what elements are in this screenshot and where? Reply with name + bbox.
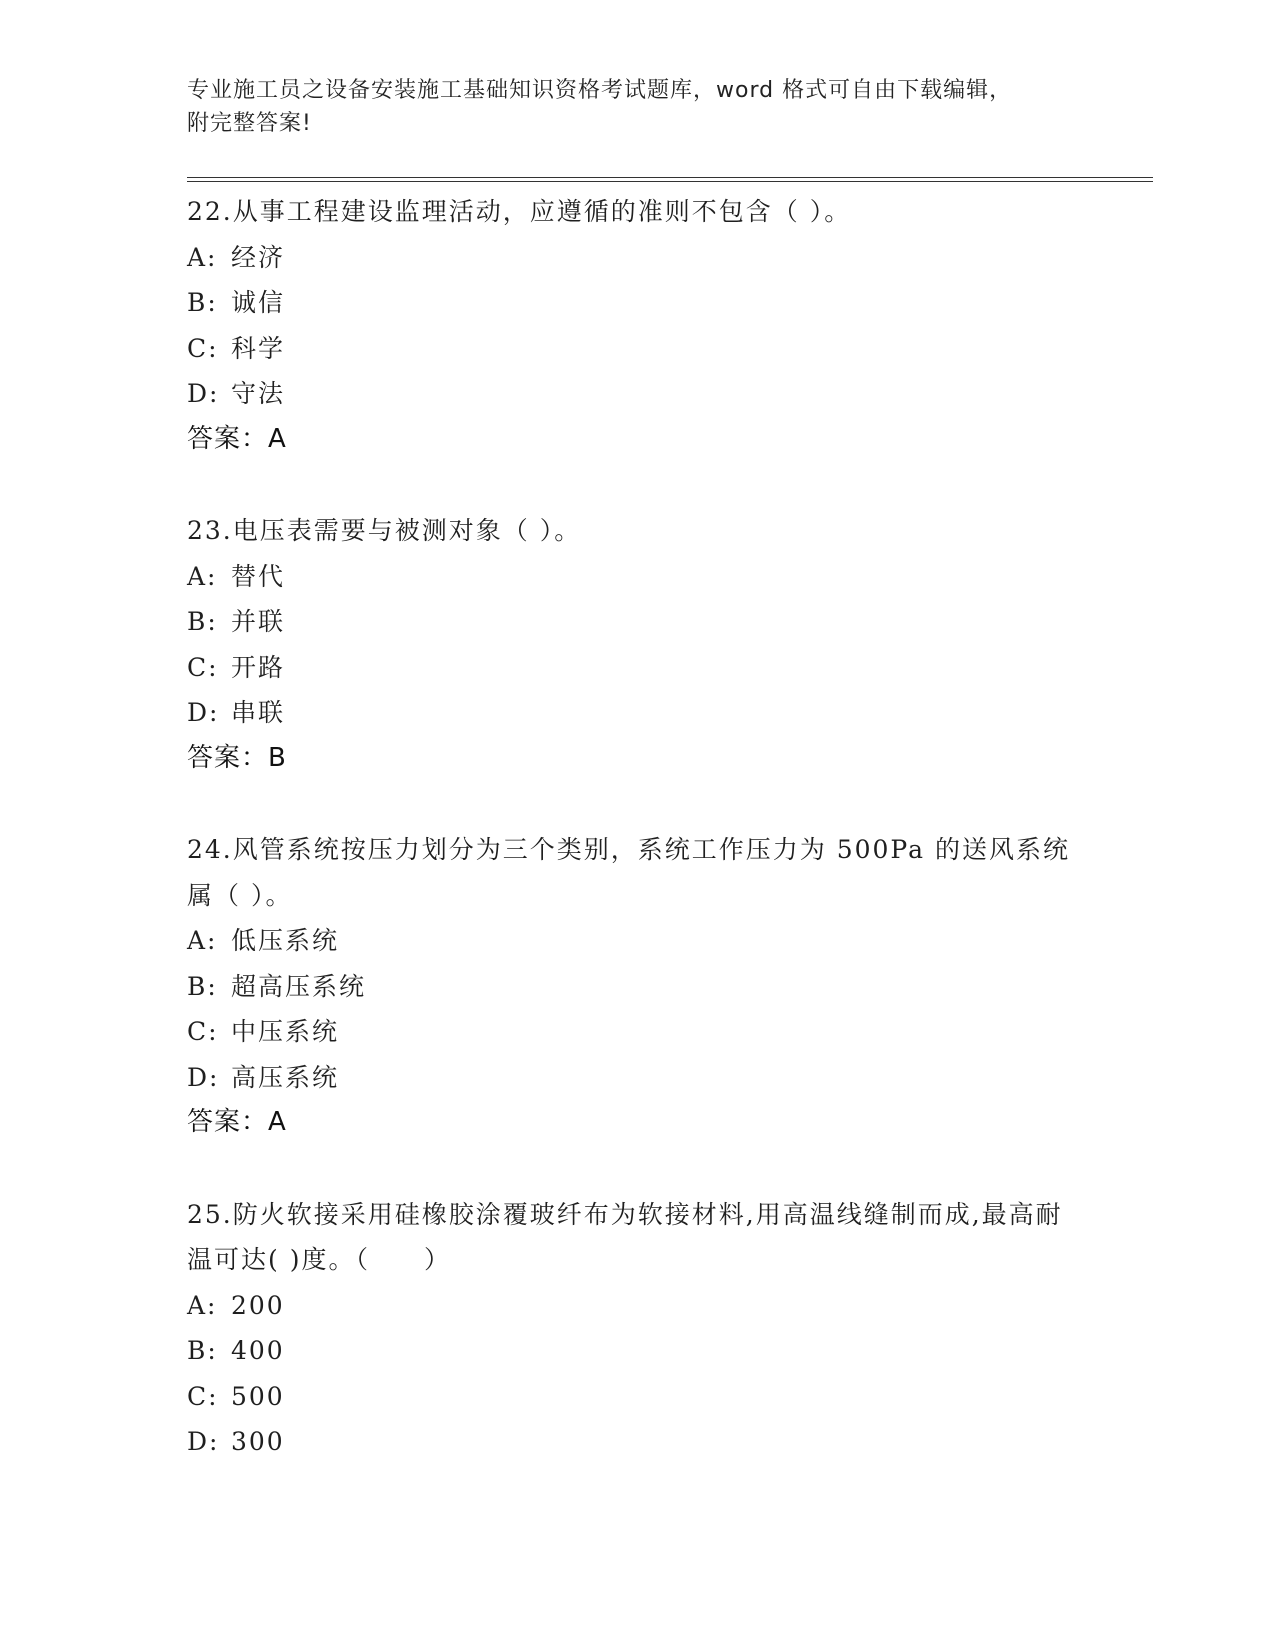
question-24: [187, 827, 1087, 1146]
option-c: [187, 1374, 1087, 1420]
option-b: [187, 599, 1087, 645]
question-list: [187, 189, 1087, 1511]
option-key: C:: [187, 1017, 219, 1046]
option-c: [187, 1009, 1087, 1055]
document-header: [187, 74, 1087, 140]
option-key: D:: [187, 1427, 220, 1456]
option-a: [187, 554, 1087, 600]
option-a: [187, 1283, 1087, 1329]
option-text: 低压系统: [231, 926, 340, 955]
option-c: [187, 326, 1087, 372]
question-stem: 23.电压表需要与被测对象（ ）。: [187, 516, 582, 545]
option-d: [187, 1419, 1087, 1465]
header-double-rule: [187, 177, 1153, 182]
option-key: D:: [187, 1062, 220, 1092]
question-25: [187, 1192, 1087, 1465]
option-text: 400: [231, 1336, 285, 1365]
option-key: C:: [187, 333, 219, 363]
option-c: [187, 645, 1087, 691]
option-key: A:: [187, 1290, 218, 1320]
option-key: C:: [187, 652, 219, 682]
option-text: 诚信: [231, 288, 286, 317]
answer: 答案：B: [187, 742, 287, 773]
option-text: 经济: [231, 242, 286, 272]
option-text: 中压系统: [231, 1017, 340, 1046]
option-a: [187, 235, 1087, 281]
option-text: 守法: [231, 379, 286, 408]
question-stem: 25.防火软接采用硅橡胶涂覆玻纤布为软接材料,用高温线缝制而成,最高耐温可达( )度。（ ）: [187, 1199, 1063, 1274]
option-text: 开路: [231, 652, 286, 682]
option-b: [187, 964, 1087, 1010]
option-key: A:: [187, 242, 218, 272]
question-stem: 24.风管系统按压力划分为三个类别，系统工作压力为 500Pa 的送风系统属（ ）。: [187, 835, 1070, 910]
option-d: [187, 371, 1087, 417]
option-key: D:: [187, 379, 220, 408]
option-key: B:: [187, 971, 218, 1001]
option-d: [187, 690, 1087, 736]
option-text: 并联: [231, 607, 286, 636]
question-stem: 22.从事工程建设监理活动，应遵循的准则不包含（ ）。: [187, 197, 852, 226]
option-key: C:: [187, 1381, 219, 1411]
option-b: [187, 1328, 1087, 1374]
option-text: 500: [231, 1381, 285, 1411]
option-key: B:: [187, 1336, 218, 1365]
header-line-1: 专业施工员之设备安装施工基础知识资格考试题库，word 格式可自由下载编辑，: [187, 78, 1013, 103]
header-line-2: 附完整答案!: [187, 111, 312, 136]
option-text: 替代: [231, 561, 286, 591]
option-text: 200: [231, 1290, 285, 1320]
option-text: 超高压系统: [231, 971, 367, 1001]
option-key: B:: [187, 607, 218, 636]
option-text: 高压系统: [231, 1062, 340, 1092]
option-text: 串联: [231, 698, 286, 727]
option-text: 科学: [231, 333, 286, 363]
answer: 答案：A: [187, 423, 287, 454]
answer: 答案：A: [187, 1107, 287, 1137]
option-a: [187, 918, 1087, 964]
option-b: [187, 280, 1087, 326]
option-key: B:: [187, 288, 218, 317]
option-key: D:: [187, 698, 220, 727]
question-22: [187, 189, 1087, 462]
question-23: [187, 508, 1087, 781]
option-key: A:: [187, 561, 218, 591]
option-d: [187, 1055, 1087, 1101]
option-key: A:: [187, 926, 218, 955]
option-text: 300: [231, 1427, 285, 1456]
